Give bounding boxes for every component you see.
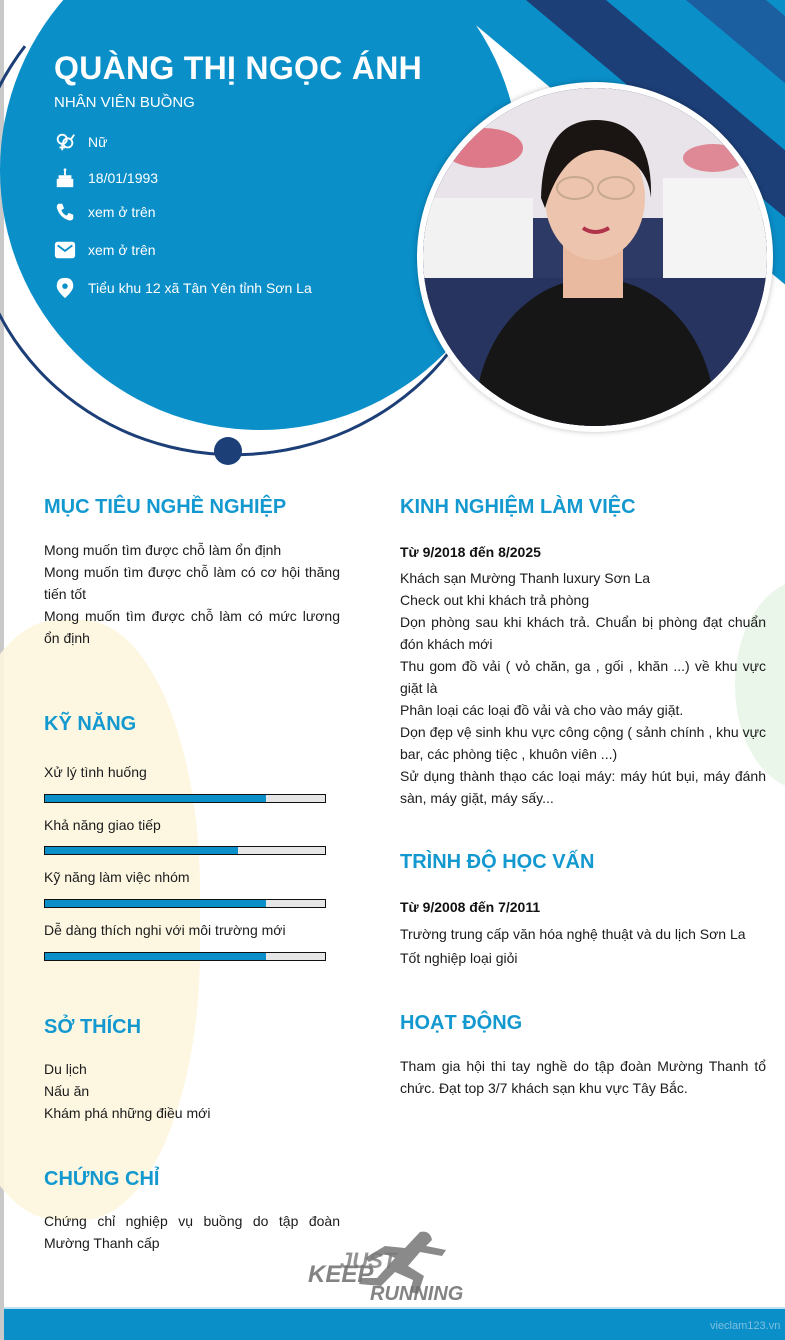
- skill-bar-fill: [45, 795, 266, 802]
- skill-label: Khả năng giao tiếp: [44, 817, 161, 833]
- email-icon: [54, 239, 76, 261]
- objective-item: Mong muốn tìm được chỗ làm có mức lương ổn định: [44, 608, 340, 646]
- activities-title: HOẠT ĐỘNG: [400, 1012, 523, 1034]
- objective-item: Mong muốn tìm được chỗ làm ổn định: [44, 542, 282, 558]
- address-row: [54, 276, 312, 300]
- email-row: [54, 238, 156, 262]
- decorative-dot: [214, 437, 242, 465]
- skill-label: Kỹ năng làm việc nhóm: [44, 869, 190, 885]
- education-title: TRÌNH ĐỘ HỌC VẤN: [400, 851, 595, 873]
- experience-item: Dọn đẹp vệ sinh khu vực công cộng ( sảnh chính , khu vực bar, các phòng tiệc , khuôn viên ...): [400, 724, 766, 762]
- svg-text:JUST: JUST: [340, 1248, 397, 1273]
- watermark: vieclam123.vn: [710, 1320, 781, 1332]
- certificates-title: CHỨNG CHỈ: [44, 1168, 160, 1190]
- email-value: xem ở trên: [88, 242, 156, 258]
- experience-item: Sử dụng thành thạo các loại máy: máy hút bụi, máy đánh sàn, máy giặt, máy sấy...: [400, 768, 766, 806]
- hobby-item: Khám phá những điều mới: [44, 1105, 211, 1121]
- avatar-frame: [417, 82, 773, 432]
- experience-item: Check out khi khách trả phòng: [400, 592, 590, 608]
- hobby-item: Du lịch: [44, 1061, 87, 1077]
- experience-item: Phân loại các loại đồ vải và cho vào máy giặt.: [400, 702, 684, 718]
- phone-value: xem ở trên: [88, 204, 156, 220]
- hobbies-list: [44, 1058, 340, 1124]
- location-pin-icon: [54, 277, 76, 299]
- skill-bar-fill: [45, 847, 238, 854]
- skill-bar-fill: [45, 953, 266, 960]
- decorative-blob-left: [0, 620, 200, 1220]
- gender-row: [54, 130, 108, 154]
- birthday-row: [54, 166, 159, 190]
- avatar: [423, 88, 767, 426]
- education-item: Trường trung cấp văn hóa nghệ thuật và du lịch Sơn La: [400, 926, 746, 942]
- activities-text: Tham gia hội thi tay nghề do tập đoàn Mường Thanh tổ chức. Đạt top 3/7 khách sạn khu vực Tây Bắc.: [400, 1058, 766, 1096]
- experience-item: Thu gom đồ vải ( vỏ chăn, ga , gối , khăn ...) về khu vực giặt là: [400, 658, 766, 696]
- birthday-cake-icon: [54, 167, 76, 189]
- skill-bar: [44, 846, 326, 855]
- education-item: Tốt nghiệp loại giỏi: [400, 950, 518, 966]
- job-title: NHÂN VIÊN BUỒNG: [54, 94, 195, 111]
- gender-icon: [54, 131, 76, 153]
- footer-bar: [4, 1309, 785, 1340]
- experience-title: KINH NGHIỆM LÀM VIỆC: [400, 496, 636, 518]
- phone-row: [54, 200, 156, 224]
- education-list: [400, 922, 766, 970]
- skill-bar: [44, 952, 326, 961]
- phone-icon: [54, 201, 76, 223]
- certificates-text: Chứng chỉ nghiệp vụ buồng do tập đoàn Mường Thanh cấp: [44, 1213, 340, 1251]
- experience-list: [400, 567, 766, 809]
- objective-list: [44, 539, 340, 649]
- skill-bar: [44, 794, 326, 803]
- skill-label: Xử lý tình huống: [44, 764, 147, 780]
- skill-bar: [44, 899, 326, 908]
- skill-bar-fill: [45, 900, 266, 907]
- hobbies-title: SỞ THÍCH: [44, 1016, 142, 1038]
- experience-period: Từ 9/2018 đến 8/2025: [400, 544, 541, 560]
- candidate-name: QUÀNG THỊ NGỌC ÁNH: [54, 50, 423, 86]
- skill-label: Dễ dàng thích nghi với môi trường mới: [44, 922, 286, 938]
- hobby-item: Nấu ăn: [44, 1083, 90, 1099]
- svg-text:KEEP: KEEP: [308, 1261, 374, 1288]
- education-period: Từ 9/2008 đến 7/2011: [400, 899, 541, 915]
- just-keep-running-logo: [300, 1228, 495, 1310]
- address-value: Tiểu khu 12 xã Tân Yên tỉnh Sơn La: [88, 280, 312, 296]
- svg-text:RUNNING: RUNNING: [370, 1283, 464, 1305]
- skills-title: KỸ NĂNG: [44, 713, 137, 735]
- experience-item: Khách sạn Mường Thanh luxury Sơn La: [400, 570, 651, 586]
- objective-item: Mong muốn tìm được chỗ làm có cơ hội thăng tiến tốt: [44, 564, 340, 602]
- objective-title: MỤC TIÊU NGHỀ NGHIỆP: [44, 496, 287, 518]
- birthday-value: 18/01/1993: [88, 170, 159, 186]
- experience-item: Dọn phòng sau khi khách trả. Chuẩn bị phòng đạt chuẩn đón khách mới: [400, 614, 766, 652]
- gender-value: Nữ: [88, 134, 108, 150]
